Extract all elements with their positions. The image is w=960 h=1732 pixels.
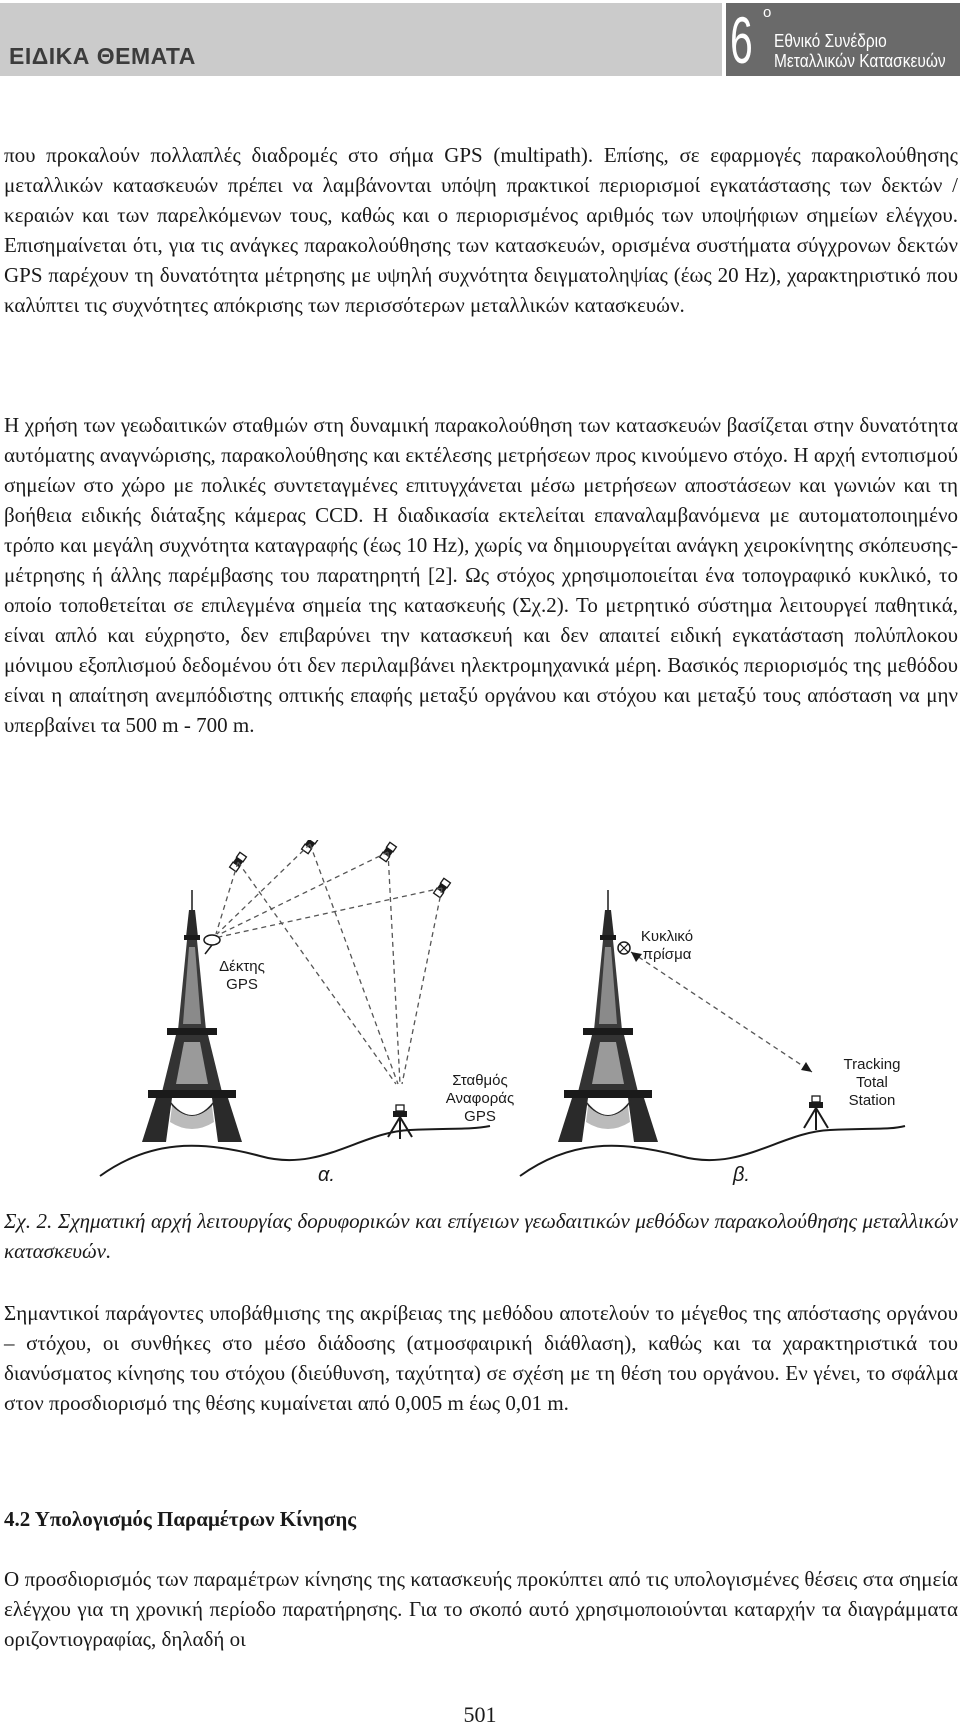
gps-reference-station-icon [388, 1105, 412, 1139]
gps-antenna-icon [204, 935, 220, 945]
page-number: 501 [463, 1702, 497, 1727]
satellite-icon-2 [302, 840, 319, 854]
header-section-band [0, 3, 722, 76]
label-gps-receiver: Δέκτης GPS [219, 958, 265, 993]
paragraph-total-station: Η χρήση των γεωδαιτικών σταθμών στη δυναμική παρακολούθηση των κατασκευών βασίζεται στην δυνατότητα αυτόματης αναγνώρισης, παρακολούθησης και εκτέλεσης μετρήσεων προς κινούμενο στόχο. Η αρχή εντοπισμού σημείων στο χώρο με πολικές συντεταγμένες επιτυγχάνεται μέσω μετρήσεων αποστάσεων και γωνιών και τη βοήθεια ειδικής διάταξης κάμερας CCD. Η διαδικασία εκτελείται επαναλαμβανόμενα με αυτοματοποιημένο τρόπο και μεγάλη συχνότητα καταγραφής (έως 10 Hz), χωρίς να δημιουργείται ανάγκη χειροκίνητης σκόπευσης-μέτρησης ή άλλης παρέμβασης του παρατηρητή [2]. Ως στόχος χρησιμοποιείται ένα τοπογραφικό κυκλικό, το οποίο τοποθετείται σε επιλεγμένα σημεία της κατασκευής (Σχ.2). Το μετρητικό σύστημα λειτουργεί παθητικά, είναι απλό και εύχρηστο, δεν επιβαρύνει την κατασκευή και δεν απαιτεί ειδική εγκατάσταση πολύπλοκου μόνιμου εξοπλισμού δεδομένου ότι δεν περιλαμβάνει ηλεκτρομηχανικά μέρη. Βασικός περιορισμός της μεθόδου είναι η απαίτηση ανεμπόδιστης οπτικής επαφής μεταξύ οργάνου και στόχου και μεταξύ τους απόσταση να μην υπερβαίνει τα 500 m - 700 m. [4, 413, 958, 737]
figure-subpanel-b: β. [733, 1164, 750, 1186]
conference-name-line2: Μεταλλικών Κατασκευών [774, 51, 946, 71]
eiffel-tower-left-icon [142, 890, 242, 1142]
conference-number: 6 [730, 3, 753, 77]
paragraph-gps-limits: που προκαλούν πολλαπλές διαδρομές στο σήμα GPS (multipath). Επίσης, σε εφαρμογές παρακολούθησης μεταλλικών κατασκευών πρέπει να λαμβάνονται υπόψη πρακτικοί περιορισμοί εγκατάστασης των δεκτών / κεραιών και των παρελκόμενων τους, καθώς και ο περιορισμένος αριθμός των υποψήφιων σημείων ελέγχου. Επισημαίνεται ότι, για τις ανάγκες παρακολούθησης των κατασκευών, ορισμένα συστήματα σύγχρονων δεκτών GPS παρέχουν τη δυνατότητα μέτρησης με υψηλή συχνότητα δειγματοληψίας (έως 20 Hz), χαρακτηριστικό που καλύπτει τις συχνότητες απόκρισης των περισσότερων μεταλλικών κατασκευών. [4, 143, 958, 317]
conference-name-line1: Εθνικό Συνέδριο [774, 31, 887, 51]
figure-drawing [0, 840, 960, 1200]
conference-ordinal: ο [763, 4, 772, 21]
section-heading: 4.2 Υπολογισμός Παραμέτρων Κίνησης [4, 1507, 357, 1531]
paragraph-motion-parameters: Ο προσδιορισμός των παραμέτρων κίνησης της κατασκευής προκύπτει από τις υπολογισμένες θέσεις στα σημεία ελέγχου για τη χρονική περίοδο παρατήρησης. Για το σκοπό αυτό χρησιμοποιούνται καταρχήν τα διαγράμματα οριζοντιογραφίας, δηλαδή οι [4, 1567, 958, 1651]
label-tracking-total-station: Tracking Total Station [843, 1056, 901, 1109]
label-circular-prism: Κυκλικό πρίσμα [640, 928, 694, 963]
figure-caption: Σχ. 2. Σχηματική αρχή λειτουργίας δορυφορικών και επίγειων γεωδαιτικών μεθόδων παρακολούθησης μεταλλικών κατασκευών. [4, 1209, 958, 1263]
header-section-title: ΕΙΔΙΚΑ ΘΕΜΑΤΑ [9, 43, 196, 69]
figure-monitoring-methods [0, 840, 960, 1200]
header-conference-badge [726, 3, 960, 76]
tracking-total-station-icon [804, 1096, 828, 1130]
label-gps-reference-station: Σταθμός Αναφοράς GPS [445, 1072, 515, 1125]
figure-subpanel-a: α. [318, 1164, 335, 1186]
paragraph-accuracy-factors: Σημαντικοί παράγοντες υποβάθμισης της ακρίβειας της μεθόδου αποτελούν το μέγεθος της απόστασης οργάνου – στόχου, οι συνθήκες στο μέσο διάδοσης (ατμοσφαιρική διάθλαση), καθώς και τα χαρακτηριστικά του διανύσματος κίνησης του στόχου (διεύθυνση, ταχύτητα) σε σχέση με τη θέση του οργάνου. Εν γένει, το σφάλμα στον προσδιορισμό της θέσης κυμαίνεται από 0,005 m έως 0,01 m. [4, 1301, 958, 1415]
